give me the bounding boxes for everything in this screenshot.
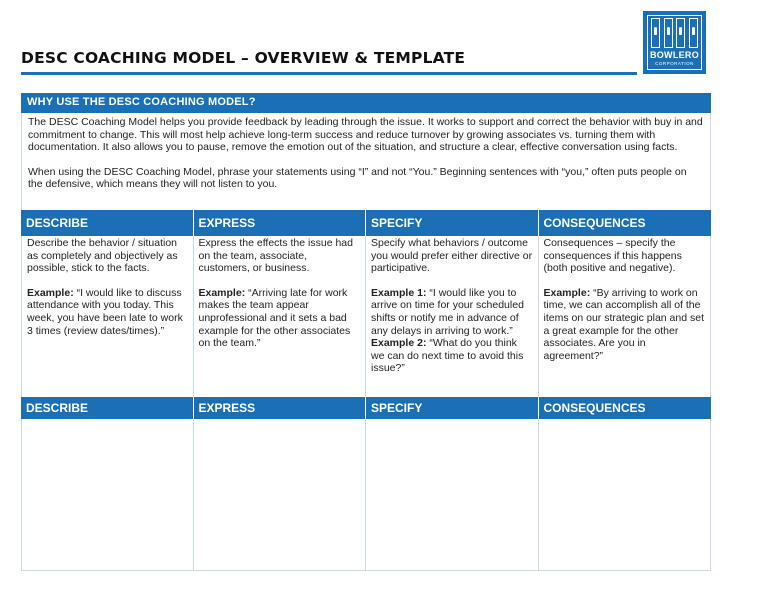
intro-paragraph: The DESC Coaching Model helps you provide feedback by leading through the issue. It works to support and correct the behavior with buy in and commitment to change. This will most help achieve long-term success and reduce turnover by growing associates vs. turning them with documentation. It also allows you to pause, remove the emotion out of the situation, and structure a clear, effective conversation using facts. bbox=[28, 116, 703, 154]
example-label: Example 1: bbox=[371, 286, 427, 299]
overview-table-header bbox=[21, 210, 711, 236]
column-header-express: EXPRESS bbox=[194, 397, 367, 419]
pin-lane-icon bbox=[651, 18, 660, 48]
column-header-describe: DESCRIBE bbox=[21, 397, 194, 419]
column-header-specify: SPECIFY bbox=[366, 210, 539, 236]
express-cell bbox=[194, 236, 367, 397]
specify-text: Specify what behaviors / outcome you would prefer either directive or participative. bbox=[371, 237, 533, 275]
example-text: “Arriving late for work makes the team appear unprofessional and it sets a bad example for the other associates on the team.” bbox=[198, 286, 351, 350]
specify-example-1 bbox=[371, 287, 533, 337]
pin-lane-icon bbox=[689, 18, 698, 48]
specify-cell bbox=[366, 236, 539, 397]
section-heading: WHY USE THE DESC COACHING MODEL? bbox=[21, 93, 711, 113]
describe-text: Describe the behavior / situation as completely and objectively as possible, stick to the facts. bbox=[27, 237, 178, 275]
consequences-example bbox=[544, 287, 706, 363]
consequences-text: Consequences – specify the consequences if this happens (both positive and negative). bbox=[543, 237, 682, 275]
title-underline bbox=[21, 72, 637, 75]
template-table-body bbox=[21, 419, 711, 571]
describe-input-area[interactable] bbox=[21, 419, 194, 571]
column-header-describe: DESCRIBE bbox=[21, 210, 194, 236]
template-table-header bbox=[21, 397, 711, 419]
column-header-specify: SPECIFY bbox=[366, 397, 539, 419]
express-example bbox=[199, 287, 361, 350]
intro-paragraph: When using the DESC Coaching Model, phrase your statements using “I” and not “You.” Beginning sentences with “you,” often puts people on the defensive, which means they will not listen to you. bbox=[28, 165, 687, 191]
logo-wordmark: BOWLERO bbox=[649, 50, 700, 60]
example-label: Example: bbox=[27, 286, 74, 299]
consequences-cell bbox=[539, 236, 712, 397]
bowlero-logo bbox=[643, 11, 706, 74]
example-label: Example 2: bbox=[371, 337, 427, 350]
pin-lane-icon bbox=[664, 18, 673, 48]
pin-lane-icon bbox=[676, 18, 685, 48]
example-text: “I would like you to arrive on time for your scheduled shifts or notify me in advance of any delays in arriving to work.” bbox=[371, 286, 524, 337]
example-text: “I would like to discuss attendance with you today. This week, you have been late to work 3 times (review dates/times).” bbox=[27, 286, 183, 337]
table-bottom-border bbox=[21, 570, 711, 571]
describe-example bbox=[27, 287, 188, 337]
express-input-area[interactable] bbox=[194, 419, 367, 571]
example-label: Example: bbox=[198, 286, 246, 299]
page-title: DESC COACHING MODEL – OVERVIEW & TEMPLATE bbox=[21, 49, 466, 67]
describe-cell bbox=[21, 236, 194, 397]
express-text: Express the effects the issue had on the team, associate, customers, or business. bbox=[198, 237, 353, 275]
column-header-consequences: CONSEQUENCES bbox=[539, 210, 712, 236]
consequences-input-area[interactable] bbox=[539, 419, 712, 571]
bowling-pins-icon bbox=[651, 18, 698, 48]
example-text: “What do you think we can do next time to avoid this issue?” bbox=[371, 337, 524, 375]
example-text: “By arriving to work on time, we can accomplish all of the items on our strategic plan and set a great example for the other associates. Are you in agreement?” bbox=[543, 286, 705, 362]
column-header-express: EXPRESS bbox=[194, 210, 367, 236]
specify-input-area[interactable] bbox=[366, 419, 539, 571]
specify-example-2 bbox=[371, 337, 533, 375]
intro-text-block bbox=[21, 113, 711, 210]
overview-table-body bbox=[21, 236, 711, 397]
column-header-consequences: CONSEQUENCES bbox=[539, 397, 712, 419]
logo-subtitle: CORPORATION bbox=[655, 61, 694, 66]
example-label: Example: bbox=[543, 286, 591, 299]
